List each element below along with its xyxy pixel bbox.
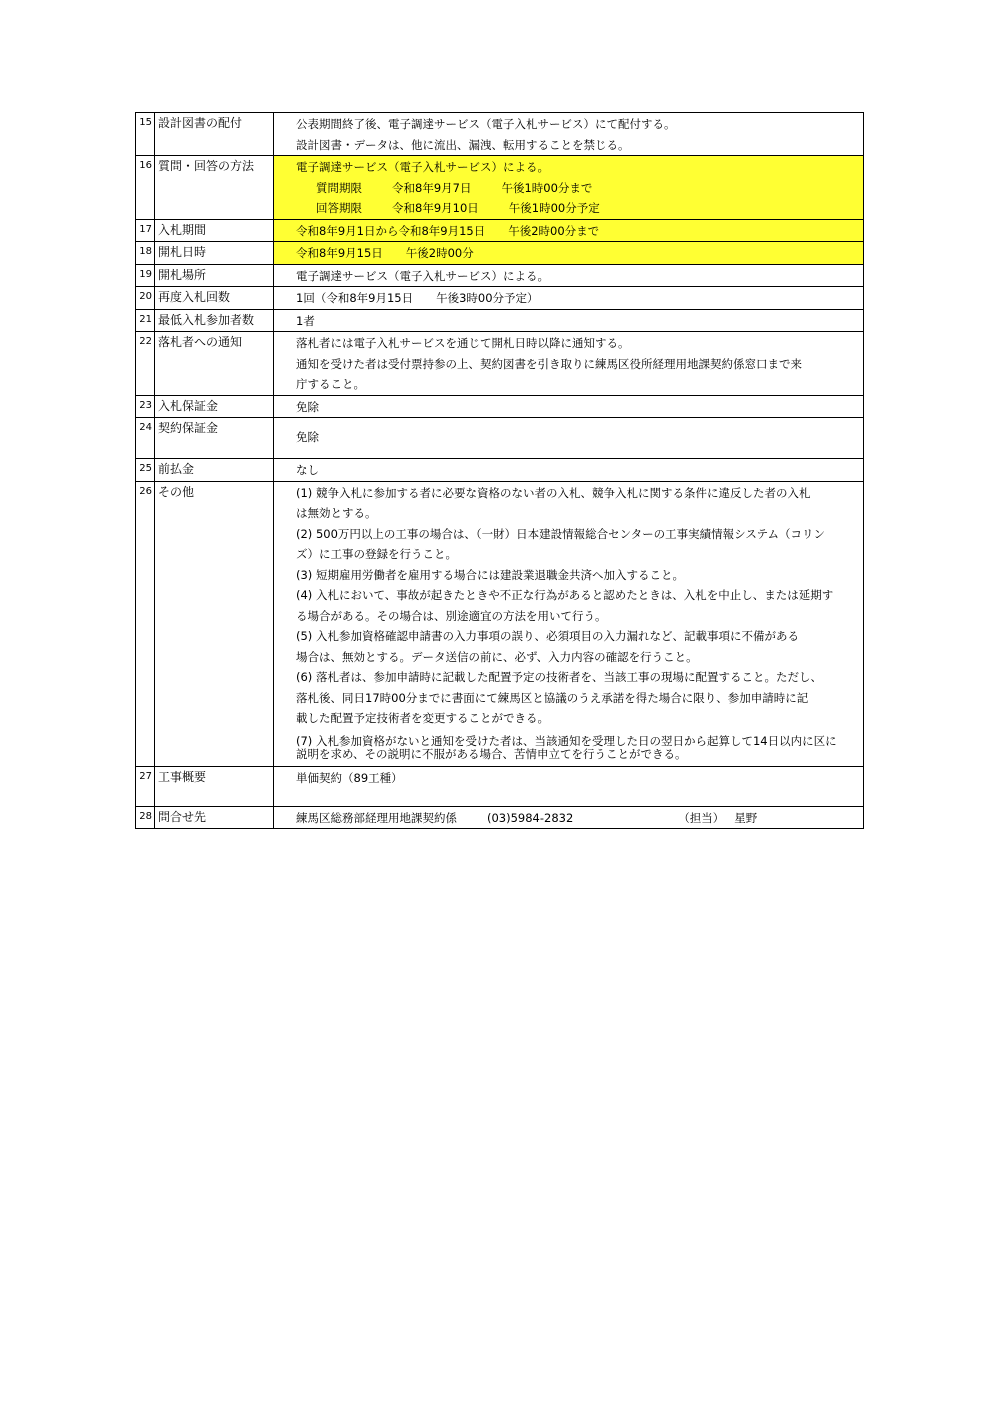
row-number: 17	[136, 220, 155, 242]
content-line: 電子調達サービス（電子入札サービス）による。	[296, 160, 549, 174]
content-line: 落札後、同日17時00分までに書面にて練馬区と協議のうえ承諾を得た場合に限り、参加申請時に記	[296, 690, 809, 705]
content-line: (6) 落札者は、参加申請時に記載した配置予定の技術者を、当該工事の現場に配置すること。ただし、	[296, 670, 822, 684]
table-row	[136, 482, 863, 767]
question-deadline	[296, 178, 859, 199]
table-row	[136, 459, 863, 482]
table-row	[136, 310, 863, 333]
row-label: 開札場所	[155, 265, 274, 287]
row-label: 開札日時	[155, 242, 274, 264]
table-row	[136, 767, 863, 807]
question-deadline-date: 令和8年9月7日	[392, 180, 472, 195]
row-content	[274, 113, 863, 155]
row-content	[274, 459, 863, 481]
content-line: 令和8年9月1日から令和8年9月15日 午後2時00分まで	[296, 223, 600, 238]
bid-info-table	[135, 112, 864, 829]
content-line: ズ）に工事の登録を行うこと。	[296, 547, 457, 561]
answer-deadline-time: 午後1時00分予定	[508, 201, 600, 215]
row-content	[274, 767, 863, 806]
row-content	[274, 265, 863, 287]
content-line: 庁すること。	[296, 377, 365, 391]
row-content	[274, 807, 863, 829]
row-label: 前払金	[155, 459, 274, 481]
content-line: (1) 競争入札に参加する者に必要な資格のない者の入札、競争入札に関する条件に違反した者の入札	[296, 485, 811, 500]
content-line: 単価契約（89工種）	[296, 770, 403, 785]
row-label: 問合せ先	[155, 807, 274, 829]
content-line: 通知を受けた者は受付票持参の上、契約図書を引き取りに練馬区役所経理用地課契約係窓口まで来	[296, 356, 802, 371]
row-content	[274, 287, 863, 309]
row-content	[274, 310, 863, 332]
contact-person: 星野	[734, 810, 758, 825]
row-content	[274, 396, 863, 418]
content-line: 説明を求め、その説明に不服がある場合、苦情申立てを行うことができる。	[296, 747, 687, 761]
row-number: 28	[136, 807, 155, 829]
row-number: 22	[136, 332, 155, 395]
content-line: 令和8年9月15日 午後2時00分	[296, 246, 474, 260]
content-line: (7) 入札参加資格がないと通知を受けた者は、当該通知を受理した日の翌日から起算して14日以内に区に	[296, 734, 837, 748]
answer-deadline-date: 令和8年9月10日	[392, 201, 479, 215]
row-label: 入札保証金	[155, 396, 274, 418]
content-line: る場合がある。その場合は、別途適宜の方法を用いて行う。	[296, 608, 607, 623]
question-deadline-label: 質問期限	[316, 180, 362, 195]
content-line: 公表期間終了後、電子調達サービス（電子入札サービス）にて配付する。	[296, 117, 676, 131]
row-label: 最低入札参加者数	[155, 310, 274, 332]
contact-phone: (03)5984-2832	[487, 810, 574, 825]
row-number: 21	[136, 310, 155, 332]
row-label: 再度入札回数	[155, 287, 274, 309]
table-row	[136, 113, 863, 156]
question-deadline-time: 午後1時00分まで	[501, 180, 593, 195]
content-line: 電子調達サービス（電子入札サービス）による。	[296, 268, 549, 283]
row-content-highlighted	[274, 242, 863, 264]
table-row	[136, 396, 863, 419]
content-line: (2) 500万円以上の工事の場合は、（一財）日本建設情報総合センターの工事実績情報システム（コリン	[296, 526, 826, 541]
row-number: 27	[136, 767, 155, 806]
content-line: (5) 入札参加資格確認申請書の入力事項の誤り、必須項目の入力漏れなど、記載事項に不備がある	[296, 629, 799, 643]
table-row	[136, 287, 863, 310]
table-row	[136, 807, 863, 829]
row-content-highlighted	[274, 156, 863, 219]
row-number: 15	[136, 113, 155, 155]
row-label: 入札期間	[155, 220, 274, 242]
table-row	[136, 156, 863, 220]
row-number: 16	[136, 156, 155, 219]
contact-department: 練馬区総務部経理用地課契約係	[296, 810, 457, 825]
contact-line	[296, 808, 859, 829]
row-number: 23	[136, 396, 155, 418]
row-label: その他	[155, 482, 274, 766]
content-line: 1回（令和8年9月15日 午後3時00分予定）	[296, 291, 539, 305]
table-row	[136, 220, 863, 243]
row-number: 26	[136, 482, 155, 766]
row-content	[274, 418, 863, 458]
clause-7	[296, 729, 859, 766]
content-line: 載した配置予定技術者を変更することができる。	[296, 711, 549, 725]
table-row	[136, 242, 863, 265]
row-number: 18	[136, 242, 155, 264]
answer-deadline-label: 回答期限	[316, 201, 362, 215]
content-line: (4) 入札において、事故が起きたときや不正な行為があると認めたときは、入札を中止し、または延期す	[296, 588, 834, 602]
row-label: 契約保証金	[155, 418, 274, 458]
content-line: 免除	[296, 399, 319, 414]
content-line: 免除	[296, 430, 319, 444]
row-number: 24	[136, 418, 155, 458]
row-content-highlighted	[274, 220, 863, 242]
row-content	[274, 482, 863, 766]
table-row	[136, 265, 863, 288]
content-line: (3) 短期雇用労働者を雇用する場合には建設業退職金共済へ加入すること。	[296, 567, 684, 582]
content-line: は無効とする。	[296, 506, 377, 520]
row-number: 25	[136, 459, 155, 481]
row-label: 質問・回答の方法	[155, 156, 274, 219]
row-label: 設計図書の配付	[155, 113, 274, 155]
row-number: 20	[136, 287, 155, 309]
row-number: 19	[136, 265, 155, 287]
content-line: なし	[296, 463, 319, 477]
table-row	[136, 418, 863, 459]
answer-deadline	[296, 198, 859, 219]
contact-person-label: （担当）	[678, 810, 725, 825]
row-label: 工事概要	[155, 767, 274, 806]
content-line: 落札者には電子入札サービスを通じて開札日時以降に通知する。	[296, 336, 630, 350]
row-label: 落札者への通知	[155, 332, 274, 395]
content-line: 設計図書・データは、他に流出、漏洩、転用することを禁じる。	[296, 137, 630, 152]
content-line: 場合は、無効とする。データ送信の前に、必ず、入力内容の確認を行うこと。	[296, 649, 698, 664]
row-content	[274, 332, 863, 395]
content-line: 1者	[296, 313, 315, 328]
table-row	[136, 332, 863, 396]
